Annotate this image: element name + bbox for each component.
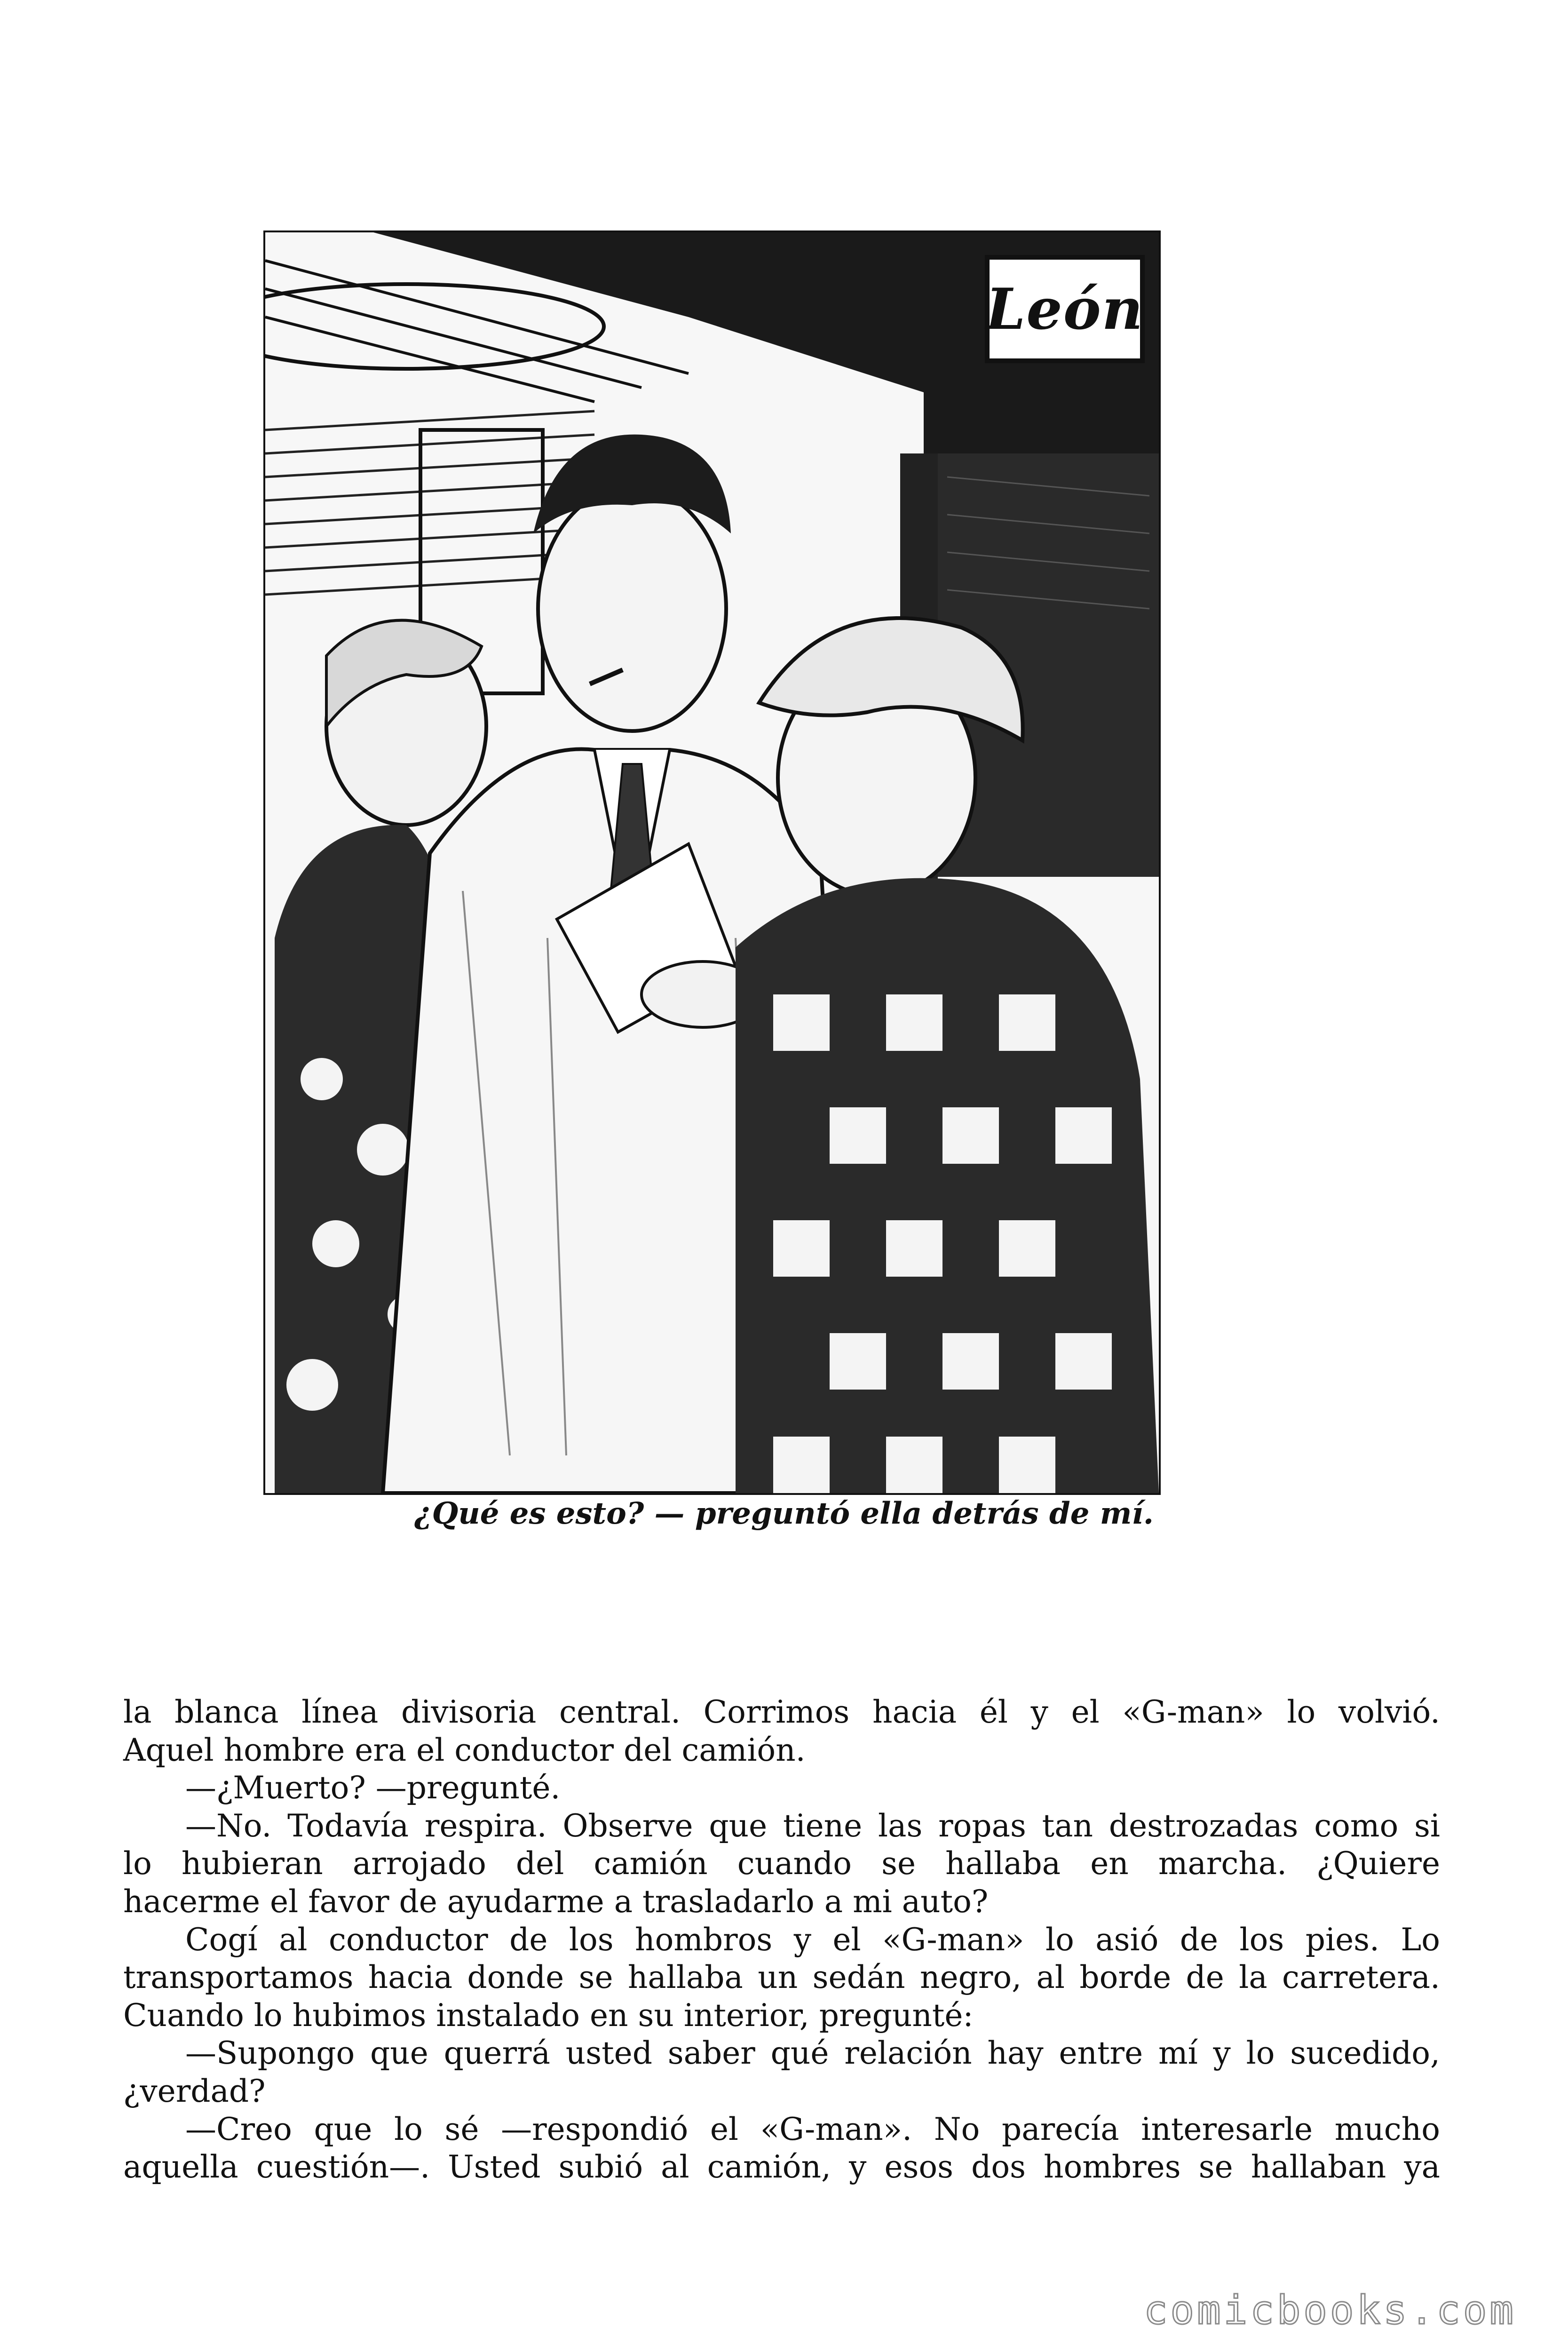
leon-sign xyxy=(985,255,1145,363)
watermark: comicbooks.com xyxy=(1143,2287,1516,2333)
text-line: —No. Todavía respira. Observe que tiene las ropas tan destrozadas como si xyxy=(185,1807,1440,1844)
text-line: ¿verdad? xyxy=(123,2073,266,2109)
text-line: —Creo que lo sé —respondió el «G-man». No parecía interesarle mucho xyxy=(185,2111,1440,2147)
text-line: transportamos hacia donde se hallaba un sedán negro, al borde de la carretera. xyxy=(123,1959,1440,1996)
text-line: aquella cuestión—. Usted subió al camión, y esos dos hombres se hallaban ya xyxy=(123,2149,1440,2185)
text-line: —¿Muerto? —pregunté. xyxy=(185,1770,561,1806)
illustration-caption: ¿Qué es esto? — preguntó ella detrás de mí. xyxy=(414,1496,1154,1531)
text-line: Cogí al conductor de los hombros y el «G-man» lo asió de los pies. Lo xyxy=(185,1921,1440,1958)
text-line: Cuando lo hubimos instalado en su interior, pregunté: xyxy=(123,1997,974,2034)
text-line: la blanca línea divisoria central. Corrimos hacia él y el «G-man» lo volvió. xyxy=(123,1694,1440,1730)
comic-illustration xyxy=(263,230,1161,1495)
text-line: Aquel hombre era el conductor del camión. xyxy=(123,1732,806,1768)
sign-text: León xyxy=(986,276,1144,342)
illustration-drawing xyxy=(265,232,1159,1493)
body-text xyxy=(123,1693,1440,2186)
text-line: lo hubieran arrojado del camión cuando se hallaba en marcha. ¿Quiere xyxy=(123,1845,1440,1882)
text-line: hacerme el favor de ayudarme a trasladarlo a mi auto? xyxy=(123,1883,989,1920)
text-line: —Supongo que querrá usted saber qué relación hay entre mí y lo sucedido, xyxy=(185,2035,1440,2072)
